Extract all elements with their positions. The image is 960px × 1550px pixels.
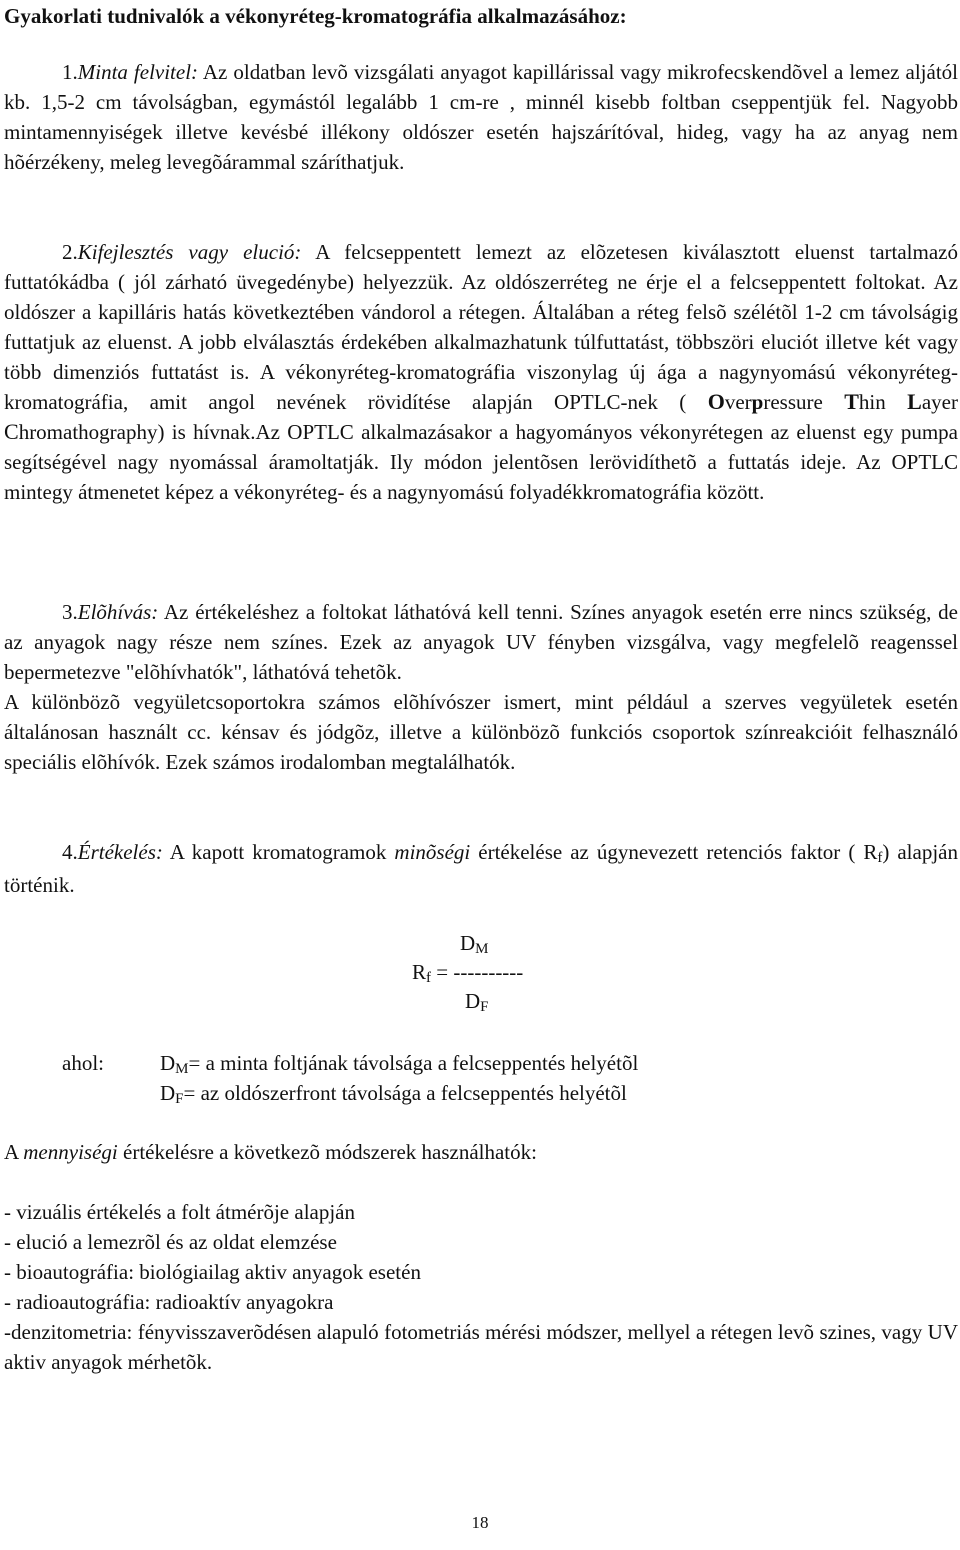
formula-subscript: M: [175, 1061, 189, 1077]
formula-symbol: D: [160, 1081, 176, 1105]
acronym-letter: O: [707, 389, 725, 414]
item-text: A felcseppentett lemezt az elõzetesen kiválasztott eluenst tartalmazó futtatókádba ( jól zárható üvegedénybe) helyezzük. Az oldószerréteg ne érje el a felcseppentett foltokat. Az oldószer a kapilláris hatás következtében vándorol a rétegen. Általában a réteg felsõ szélétõl 1-2 cm távolságig futtatjuk az eluenst. A jobb elválasztás érdekében alkalmazhatunk túlfuttatást, többszöri eluciót illetve két vagy több dimenziós futtatást is. A vékonyréteg-kromatográfia viszonylag új ága a nagynyomású vékonyréteg-kromatográfia, amit angol nevének rövidítése alapján OPTLC-nek (: [4, 240, 958, 414]
definition-dm: [160, 1048, 638, 1081]
quantitative-intro: [4, 1137, 958, 1167]
word-part: ressure: [763, 390, 845, 414]
item-text: hromathography) is hívnak.Az OPTLC alkalmazásakor a hagyományos vékonyrétegen az eluenst egy pumpa segítségével nagy nyomással áramoltatják. Ily módon jelentõsen lerövidíthetõ a futtatás ideje. Az OPTLC mintegy átmenetet képez a vékonyréteg- és a nagynyomású folyadékkromatográfia között.: [4, 420, 958, 504]
formula-denominator: [465, 986, 489, 1019]
acronym-letter: p: [751, 390, 764, 414]
item-text: Az oldatban levõ vizsgálati anyagot kapillárissal vagy mikrofecskendõvel a lemez aljától kb. 1,5-2 cm távolságban, egymástól legalább 1 cm-re , minnél kisebb foltban cseppentjük fel. Nagyobb mintamennyiségek illetve kevésbé illékony oldószer esetén hajszárítóval, hideg, vagy ha az anyag nem hõérzékeny, meleg levegõárammal száríthatjuk.: [4, 60, 958, 174]
item-heading: Kifejlesztés vagy elució:: [77, 240, 302, 264]
formula-symbol: D: [460, 931, 476, 955]
methods-list: [4, 1197, 958, 1377]
list-item: - elució a lemezrõl és az oldat elemzése: [4, 1230, 337, 1254]
intro-text: A: [4, 1140, 24, 1164]
word-part: ver: [724, 390, 752, 414]
definition-text: = a minta foltjának távolsága a felcseppentés helyétõl: [188, 1051, 639, 1075]
formula-symbol: D: [465, 989, 481, 1013]
item-number: 1.: [62, 60, 78, 84]
acronym-letter: C: [4, 419, 19, 444]
list-item: - vizuális értékelés a folt átmérõje alapján: [4, 1200, 356, 1224]
list-item: - radioautográfia: radioaktív anyagokra: [4, 1290, 334, 1314]
formula-subscript: M: [475, 941, 489, 957]
where-label: ahol:: [62, 1051, 104, 1075]
item-text: Az értékeléshez a foltokat láthatóvá kell tenni. Színes anyagok esetén erre nincs szükség, de az anyagok nagy része nem színes. Ezek az anyagok UV fényben vizsgálva, vagy megfelelõ reagenssel bepermetezve "elõhívhatók", láthatóvá tehetõk.: [4, 600, 958, 684]
formula-subscript: F: [480, 999, 489, 1015]
formula-subscript: F: [175, 1091, 184, 1107]
item-text: A kapott kromatogramok: [162, 840, 395, 864]
section-title: Gyakorlati tudnivalók a vékonyréteg-kromatográfia alkalmazásához:: [4, 4, 627, 28]
list-item: - bioautográfia: biológiailag aktiv anyagok esetén: [4, 1260, 421, 1284]
page-number: 18: [471, 1513, 489, 1532]
formula-fraction-bar: = ----------: [431, 960, 524, 984]
item-text: ) alapján történik.: [4, 840, 958, 897]
paragraph-visualization: [4, 597, 958, 687]
paragraph-development: [4, 237, 958, 507]
word-part: hin: [858, 390, 908, 414]
item-heading: Elõhívás:: [77, 600, 159, 624]
list-item: -denzitometria: fényvisszaverõdésen alapuló fotometriás mérési módszer, mellyel a rétegen levõ szines, vagy UV aktiv anyagok mérhetõk.: [4, 1320, 958, 1374]
quantitative-term: mennyiségi: [23, 1140, 118, 1164]
item-number: 4.: [62, 840, 78, 864]
acronym-letter: L: [907, 389, 922, 414]
item-number: 2.: [62, 240, 78, 264]
subscript-f: f: [877, 850, 883, 866]
acronym-letter: T: [844, 389, 859, 414]
item-text: értékelése az úgynevezett retenciós faktor ( R: [470, 840, 878, 864]
item-heading: Minta felvitel:: [77, 60, 199, 84]
paragraph-reagents: A különbözõ vegyületcsoportokra számos elõhívószer ismert, mint például a szerves vegyületek esetén általánosan használt cc. kénsav és jódgõz, illetve a különbözõ funkciós csoportok színreakcióit felhasználó speciális elõhívók. Ezek számos irodalomban megtalálhatók.: [4, 690, 958, 774]
item-number: 3.: [62, 600, 78, 624]
intro-text: értékelésre a következõ módszerek használhatók:: [117, 1140, 537, 1164]
definition-text: = az oldószerfront távolsága a felcseppentés helyétõl: [183, 1081, 627, 1105]
paragraph-sample-application: [4, 57, 958, 177]
word-part: ayer: [921, 390, 958, 414]
formula-symbol: R: [412, 960, 427, 984]
definition-df: [160, 1078, 627, 1111]
item-heading: Értékelés:: [77, 840, 163, 864]
formula-symbol: D: [160, 1051, 176, 1075]
qualitative-term: minõségi: [394, 840, 471, 864]
formula-subscript: f: [426, 970, 432, 986]
paragraph-evaluation: [4, 837, 958, 900]
